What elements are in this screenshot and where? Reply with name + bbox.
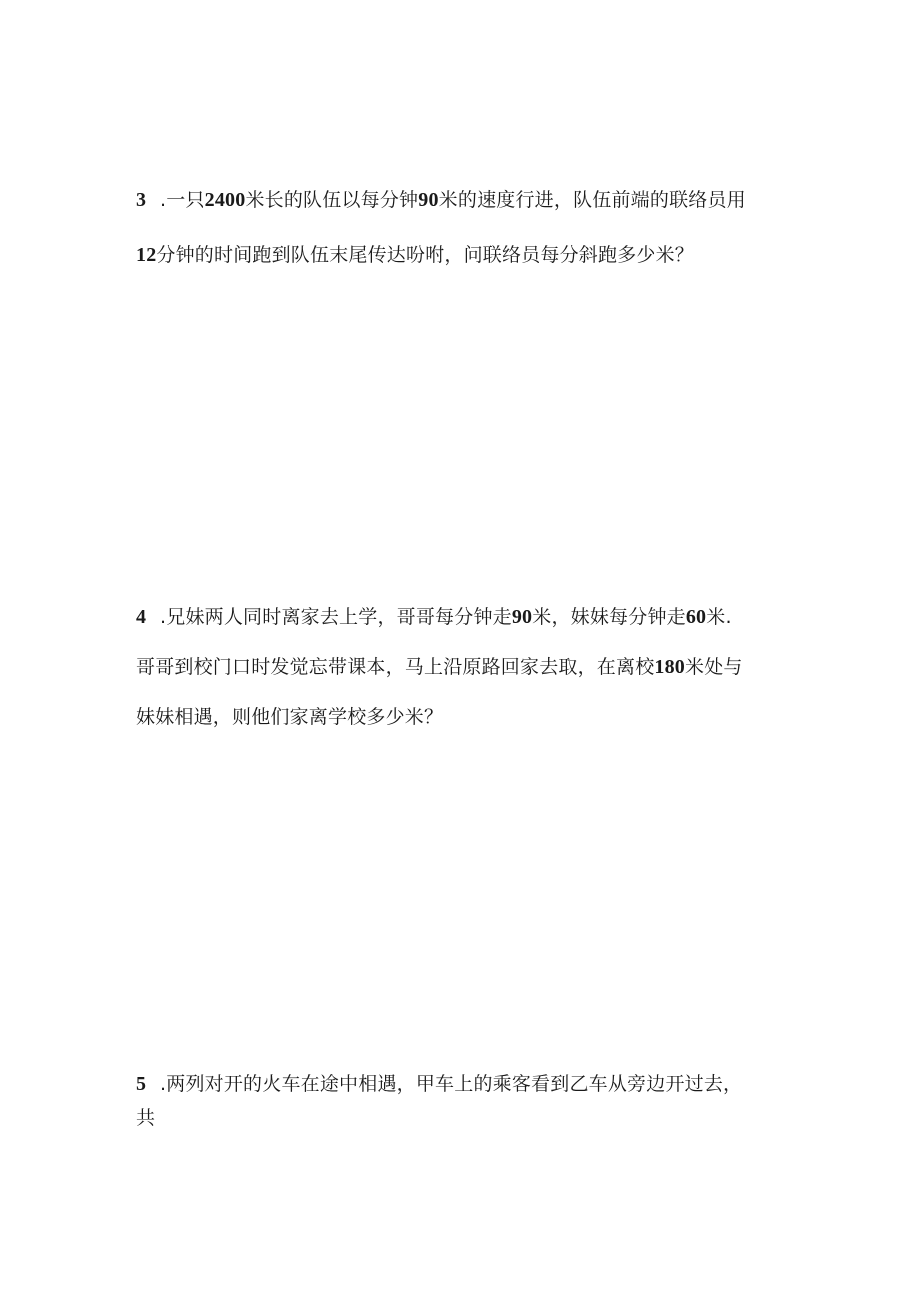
question-text: 米的速度行进，队伍前端的联络员用 <box>438 189 746 211</box>
number-value: 2400 <box>204 189 246 211</box>
question-number: 3 <box>136 189 147 211</box>
question-text: 分钟的时间跑到队伍末尾传达吩咐，问联络员每分斜跑多少米？ <box>156 244 695 266</box>
question-5-line-1 <box>136 1072 742 1096</box>
question-text: 米. <box>706 606 732 628</box>
number-value: 90 <box>511 606 533 628</box>
number-value: 60 <box>685 606 707 628</box>
question-text: 哥哥到校门口时发觉忘带课本，马上沿原路回家去取，在离校 <box>136 656 655 678</box>
question-4-line-3 <box>136 705 443 729</box>
question-number: 4 <box>136 606 147 628</box>
number-value: 180 <box>654 656 686 678</box>
question-number: 5 <box>136 1073 147 1095</box>
question-3-line-1 <box>136 188 746 212</box>
question-5-line-2 <box>136 1106 155 1130</box>
question-text: 米长的队伍以每分钟 <box>245 189 419 211</box>
question-3-line-2 <box>136 243 694 267</box>
question-4-line-2 <box>136 655 743 679</box>
question-text: .两列对开的火车在途中相遇，甲车上的乘客看到乙车从旁边开过去， <box>160 1073 743 1095</box>
question-text: 妹妹相遇，则他们家离学校多少米？ <box>136 706 444 728</box>
number-value: 90 <box>418 189 439 211</box>
question-text: 米处与 <box>685 656 743 678</box>
question-text: .一只 <box>160 189 205 211</box>
question-text: 共 <box>136 1107 156 1129</box>
question-4-line-1 <box>136 605 732 629</box>
number-value: 12 <box>136 244 157 266</box>
question-text: .兄妹两人同时离家去上学，哥哥每分钟走 <box>160 606 512 628</box>
question-text: 米，妹妹每分钟走 <box>532 606 686 628</box>
